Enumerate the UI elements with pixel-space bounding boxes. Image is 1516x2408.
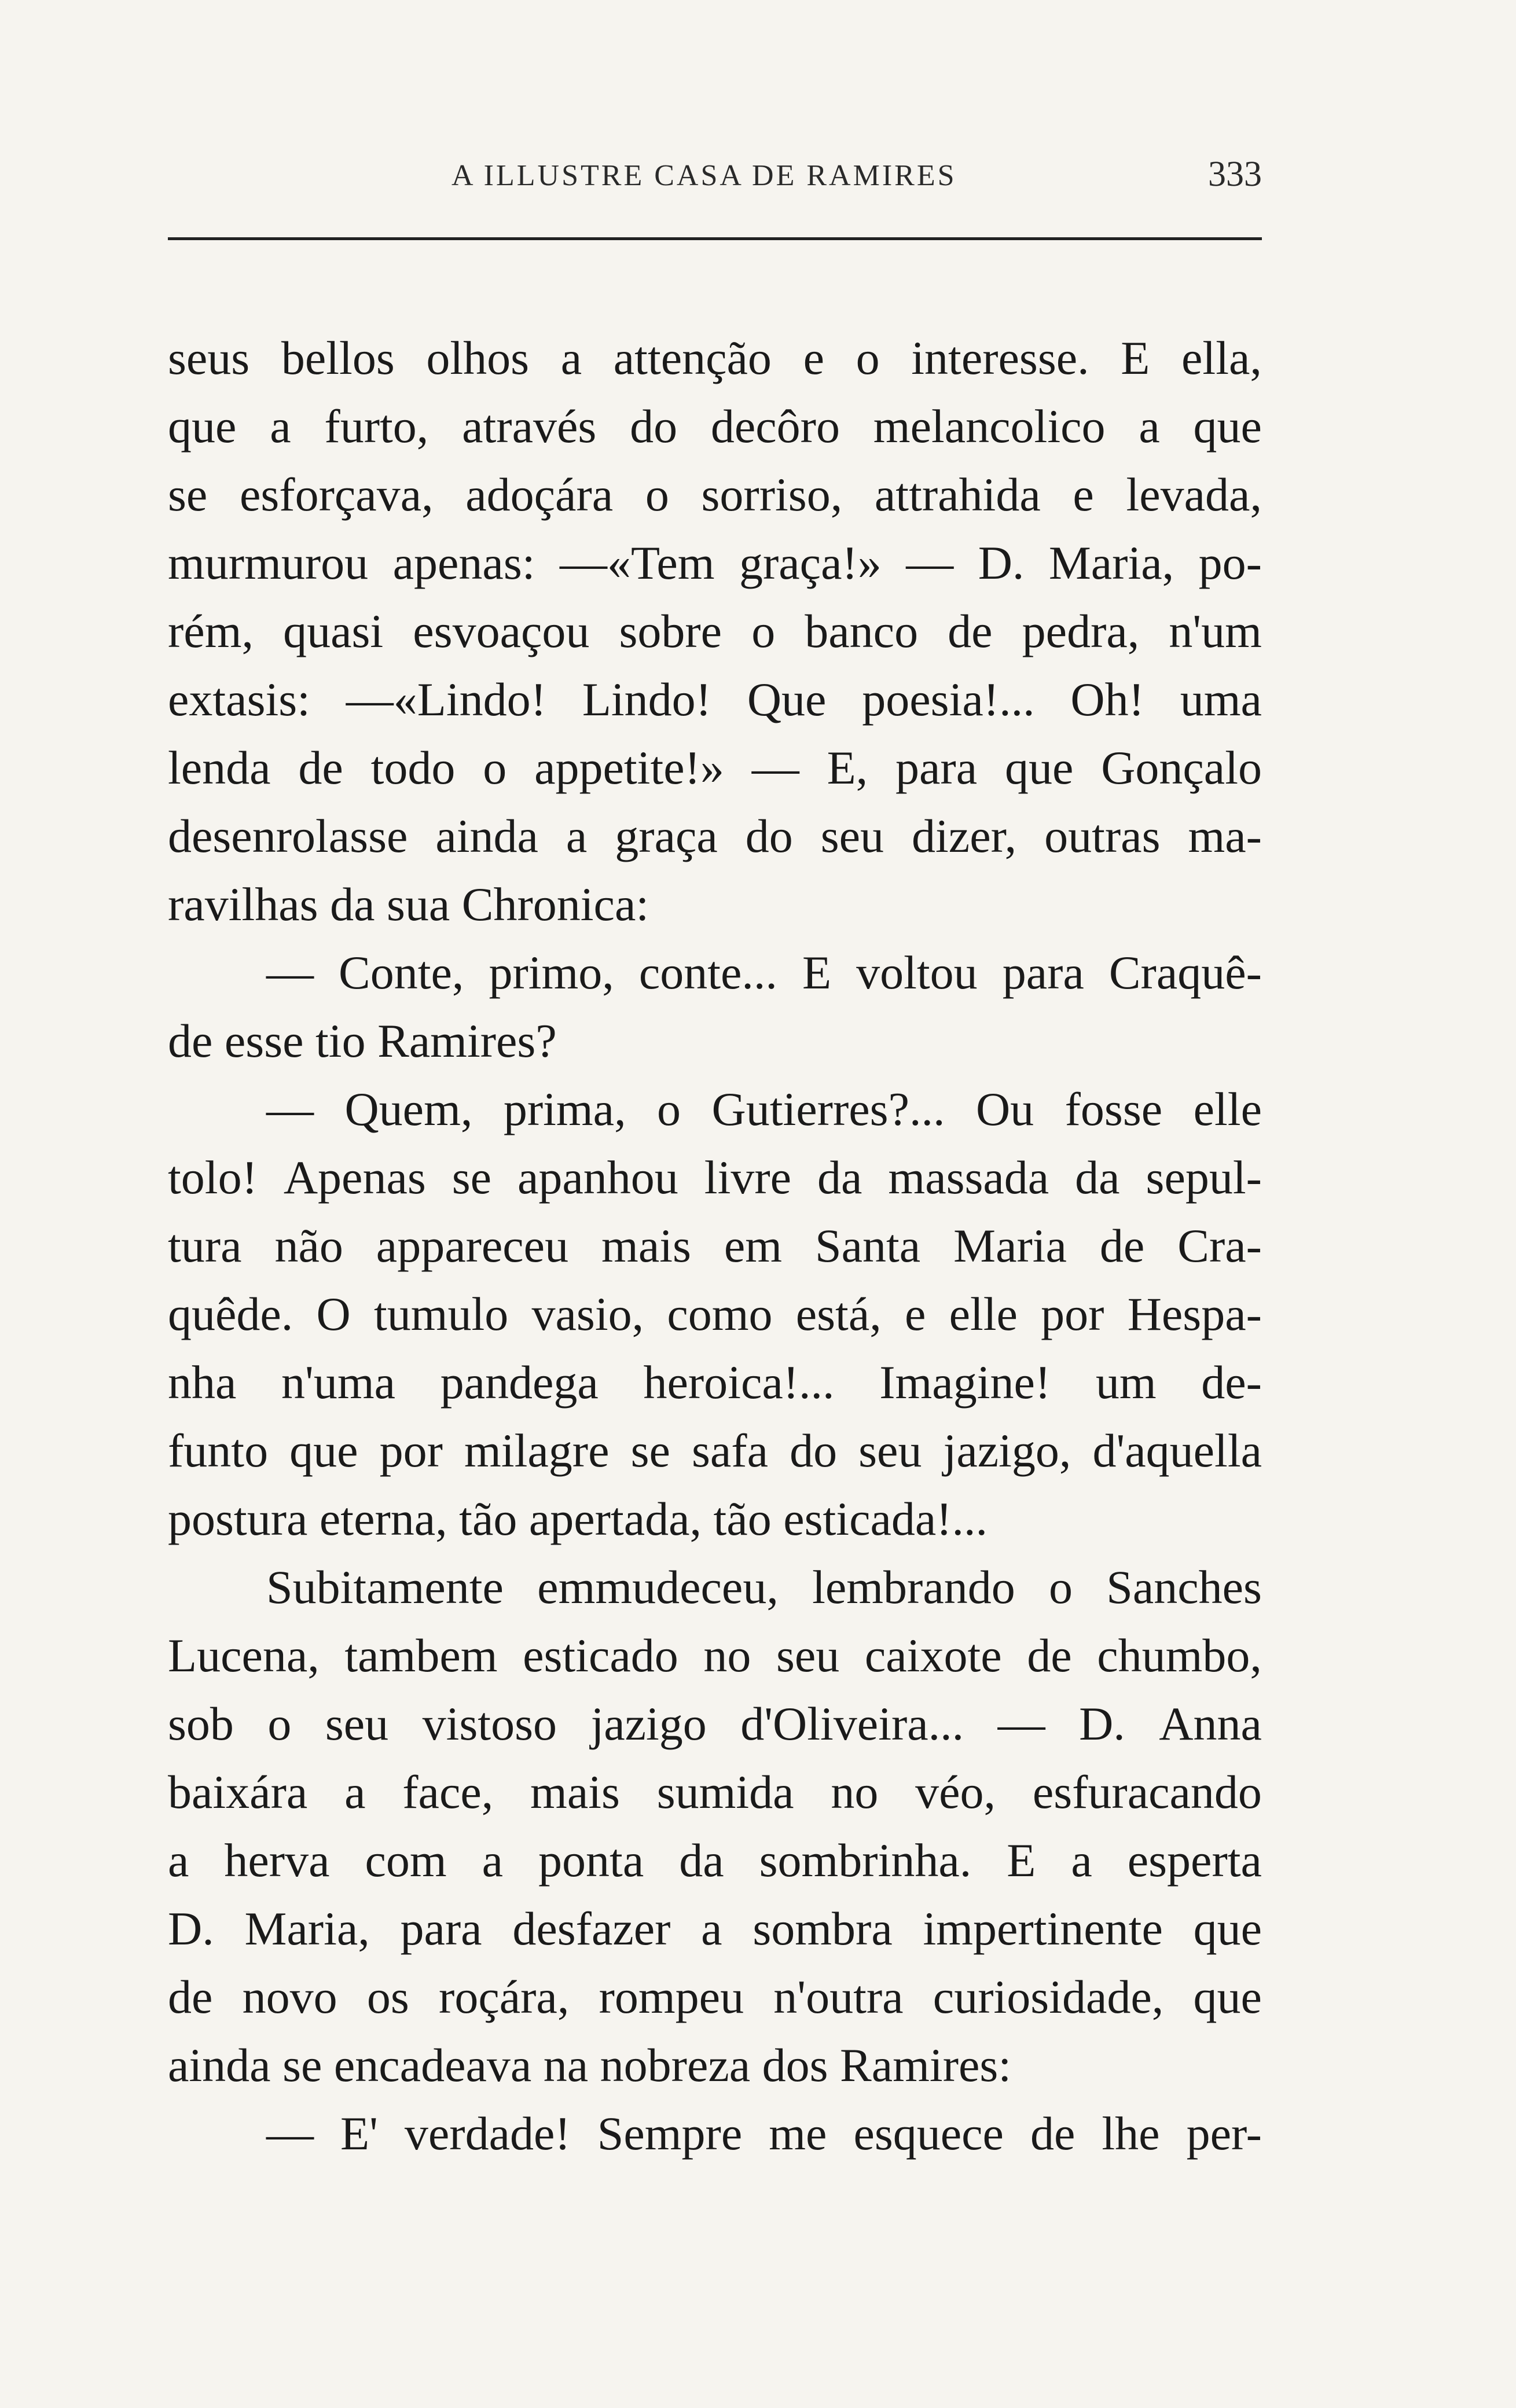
word: herva bbox=[224, 1834, 330, 1887]
word: elle bbox=[1193, 1083, 1262, 1135]
word: vasio, bbox=[531, 1288, 644, 1340]
word: para bbox=[400, 1902, 482, 1955]
word: E bbox=[1121, 332, 1150, 384]
word: sobre bbox=[619, 605, 722, 657]
word: que bbox=[1193, 400, 1262, 453]
word: — bbox=[997, 1697, 1045, 1750]
word: — bbox=[906, 536, 954, 589]
word: se bbox=[630, 1424, 670, 1477]
word: lhe bbox=[1102, 2107, 1160, 2160]
word: sorriso, bbox=[701, 468, 843, 521]
text-line bbox=[168, 1075, 1262, 1144]
word: a bbox=[1139, 400, 1160, 453]
word: apenas: bbox=[392, 536, 535, 589]
word: E bbox=[1007, 1834, 1036, 1887]
word: — bbox=[266, 2107, 314, 2160]
word: Sempre bbox=[597, 2107, 743, 2160]
word: tura bbox=[168, 1219, 242, 1272]
word: esperta bbox=[1127, 1834, 1262, 1887]
text-line bbox=[168, 1963, 1262, 2031]
word: desfazer bbox=[512, 1902, 671, 1955]
word: ainda bbox=[435, 810, 538, 862]
word: heroica!... bbox=[643, 1356, 835, 1409]
word: novo bbox=[242, 1970, 337, 2023]
word: rém, bbox=[168, 605, 254, 657]
word: jazigo bbox=[590, 1697, 707, 1750]
word: decôro bbox=[710, 400, 840, 453]
page-header bbox=[168, 152, 1262, 204]
word: adoçára bbox=[465, 468, 614, 521]
word: —«Tem bbox=[559, 536, 715, 589]
word: para bbox=[895, 741, 978, 794]
word: que bbox=[1004, 741, 1074, 794]
word: em bbox=[724, 1219, 783, 1272]
word: apanhou bbox=[517, 1151, 678, 1204]
word: melancolico bbox=[873, 400, 1106, 453]
word: de bbox=[1099, 1219, 1145, 1272]
word: que bbox=[168, 400, 237, 453]
word: de bbox=[1027, 1629, 1072, 1682]
text-line bbox=[168, 597, 1262, 666]
word: n'outra bbox=[773, 1970, 904, 2023]
line-text: de esse tio Ramires? bbox=[168, 1014, 557, 1067]
word: para bbox=[1002, 946, 1084, 999]
word: — bbox=[266, 1083, 314, 1135]
word: n'uma bbox=[281, 1356, 395, 1409]
word: ponta bbox=[538, 1834, 644, 1887]
word: Maria bbox=[953, 1219, 1067, 1272]
word: tumulo bbox=[373, 1288, 509, 1340]
word: Gonçalo bbox=[1101, 741, 1262, 794]
word: d'Oliveira... bbox=[740, 1697, 964, 1750]
word: olhos bbox=[426, 332, 530, 384]
word: pandega bbox=[440, 1356, 599, 1409]
word: pedra, bbox=[1022, 605, 1140, 657]
word: levada, bbox=[1126, 468, 1262, 521]
word: seus bbox=[168, 332, 250, 384]
word: O bbox=[316, 1288, 351, 1340]
word: Ou bbox=[975, 1083, 1034, 1135]
text-line bbox=[168, 1826, 1262, 1895]
word: Imagine! bbox=[879, 1356, 1051, 1409]
word: de- bbox=[1201, 1356, 1262, 1409]
word: a bbox=[270, 400, 291, 453]
word: Maria, bbox=[1048, 536, 1174, 589]
word: a bbox=[566, 810, 588, 862]
word: me bbox=[769, 2107, 827, 2160]
word: a bbox=[560, 332, 582, 384]
word: que bbox=[1193, 1902, 1262, 1955]
word: appetite!» bbox=[534, 741, 724, 794]
word: n'um bbox=[1169, 605, 1262, 657]
text-line bbox=[168, 1417, 1262, 1485]
word: Santa bbox=[815, 1219, 921, 1272]
word: caixote bbox=[864, 1629, 1002, 1682]
word: mais bbox=[530, 1766, 620, 1818]
text-line bbox=[168, 734, 1262, 802]
text-line bbox=[168, 461, 1262, 529]
word: outras bbox=[1044, 810, 1161, 862]
word: o bbox=[657, 1083, 681, 1135]
word: jazigo, bbox=[943, 1424, 1071, 1477]
line-text: ravilhas da sua Chronica: bbox=[168, 878, 649, 931]
line-text: ainda se encadeava na nobreza dos Ramires: bbox=[168, 2039, 1012, 2091]
word: E, bbox=[827, 741, 868, 794]
word: rompeu bbox=[599, 1970, 744, 2023]
word: os bbox=[366, 1970, 409, 2023]
word: mais bbox=[601, 1219, 691, 1272]
word: que bbox=[289, 1424, 358, 1477]
text-line bbox=[168, 1690, 1262, 1758]
word: esvoaçou bbox=[413, 605, 590, 657]
word: Anna bbox=[1159, 1697, 1262, 1750]
word: uma bbox=[1180, 673, 1262, 726]
word: funto bbox=[168, 1424, 269, 1477]
text-line bbox=[168, 1553, 1262, 1622]
word: Quem, bbox=[344, 1083, 473, 1135]
text-line bbox=[168, 1758, 1262, 1826]
text-line bbox=[168, 1895, 1262, 1963]
text-line bbox=[168, 529, 1262, 597]
word: voltou bbox=[856, 946, 978, 999]
line-text: postura eterna, tão apertada, tão esticada!... bbox=[168, 1492, 988, 1545]
word: seu bbox=[776, 1629, 840, 1682]
word: safa bbox=[691, 1424, 768, 1477]
word: Craquê- bbox=[1108, 946, 1262, 999]
word: a bbox=[344, 1766, 366, 1818]
word: o bbox=[483, 741, 507, 794]
text-line bbox=[168, 1622, 1262, 1690]
word: elle bbox=[949, 1288, 1018, 1340]
text-line bbox=[168, 1144, 1262, 1212]
word: se bbox=[168, 468, 208, 521]
word: conte... bbox=[638, 946, 777, 999]
word: no bbox=[831, 1766, 879, 1818]
word: seu bbox=[820, 810, 884, 862]
word: milagre bbox=[464, 1424, 610, 1477]
word: quasi bbox=[283, 605, 384, 657]
word: curiosidade, bbox=[933, 1970, 1164, 2023]
word: D. bbox=[978, 536, 1025, 589]
text-line bbox=[168, 802, 1262, 870]
word: está, bbox=[795, 1288, 882, 1340]
word: seu bbox=[325, 1697, 389, 1750]
word: E bbox=[802, 946, 832, 999]
word: Conte, bbox=[339, 946, 464, 999]
word: primo, bbox=[489, 946, 614, 999]
word: de bbox=[948, 605, 993, 657]
text-line bbox=[168, 1280, 1262, 1348]
word: baixára bbox=[168, 1766, 308, 1818]
word: como bbox=[667, 1288, 773, 1340]
word: esticado bbox=[523, 1629, 678, 1682]
word: Lindo! bbox=[582, 673, 711, 726]
word: Lucena, bbox=[168, 1629, 320, 1682]
word: Gutierres?... bbox=[711, 1083, 945, 1135]
word: Cra- bbox=[1177, 1219, 1262, 1272]
text-line bbox=[168, 1485, 1262, 1553]
text-line bbox=[168, 2031, 1262, 2100]
word: de bbox=[168, 1970, 213, 2023]
word: verdade! bbox=[404, 2107, 571, 2160]
word: todo bbox=[370, 741, 456, 794]
word: véo, bbox=[915, 1766, 996, 1818]
text-line bbox=[168, 2100, 1262, 2168]
word: — bbox=[751, 741, 799, 794]
word: o bbox=[751, 605, 776, 657]
text-line bbox=[168, 1348, 1262, 1417]
word: não bbox=[274, 1219, 343, 1272]
word: massada bbox=[888, 1151, 1049, 1204]
word: esfuracando bbox=[1032, 1766, 1262, 1818]
word: da bbox=[817, 1151, 862, 1204]
word: Apenas bbox=[283, 1151, 426, 1204]
word: impertinente bbox=[923, 1902, 1163, 1955]
word: esquece bbox=[853, 2107, 1004, 2160]
word: sob bbox=[168, 1697, 234, 1750]
word: quêde. bbox=[168, 1288, 293, 1340]
word: desenrolasse bbox=[168, 810, 408, 862]
running-title: A ILLUSTRE CASA DE RAMIRES bbox=[452, 159, 957, 192]
word: face, bbox=[402, 1766, 494, 1818]
word: emmudeceu, bbox=[537, 1561, 779, 1613]
word: graça bbox=[615, 810, 718, 862]
word: po- bbox=[1198, 536, 1262, 589]
word: livre bbox=[704, 1151, 792, 1204]
text-line bbox=[168, 666, 1262, 734]
text-line bbox=[168, 1212, 1262, 1280]
word: o bbox=[267, 1697, 292, 1750]
word: D. bbox=[1079, 1697, 1125, 1750]
word: o bbox=[1049, 1561, 1073, 1613]
word: e bbox=[1073, 468, 1094, 521]
word: que bbox=[1193, 1970, 1262, 2023]
text-line bbox=[168, 939, 1262, 1007]
text-line bbox=[168, 1007, 1262, 1075]
word: da bbox=[1075, 1151, 1120, 1204]
word: no bbox=[703, 1629, 751, 1682]
word: ma- bbox=[1188, 810, 1262, 862]
header-rule bbox=[168, 237, 1262, 240]
word: do bbox=[630, 400, 678, 453]
word: a bbox=[168, 1834, 189, 1887]
word: per- bbox=[1186, 2107, 1262, 2160]
word: de bbox=[298, 741, 343, 794]
word: prima, bbox=[503, 1083, 626, 1135]
word: com bbox=[365, 1834, 447, 1887]
word: a bbox=[1071, 1834, 1092, 1887]
word: poesia!... bbox=[862, 673, 1035, 726]
word: lenda bbox=[168, 741, 271, 794]
word: nha bbox=[168, 1356, 237, 1409]
body-text bbox=[168, 324, 1262, 2168]
word: —«Lindo! bbox=[346, 673, 546, 726]
word: sombra bbox=[753, 1902, 893, 1955]
word: appareceu bbox=[376, 1219, 569, 1272]
word: lembrando bbox=[812, 1561, 1015, 1613]
word: chumbo, bbox=[1097, 1629, 1262, 1682]
word: do bbox=[790, 1424, 838, 1477]
word: interesse. bbox=[911, 332, 1089, 384]
word: attrahida bbox=[874, 468, 1041, 521]
word: sombrinha. bbox=[759, 1834, 972, 1887]
word: vistoso bbox=[422, 1697, 557, 1750]
word: esforçava, bbox=[239, 468, 434, 521]
word: a bbox=[701, 1902, 722, 1955]
page-number: 333 bbox=[1208, 155, 1262, 194]
word: seu bbox=[858, 1424, 922, 1477]
word: um bbox=[1095, 1356, 1157, 1409]
word: Maria, bbox=[244, 1902, 370, 1955]
word: bellos bbox=[281, 332, 395, 384]
word: o bbox=[856, 332, 880, 384]
word: ella, bbox=[1181, 332, 1262, 384]
word: attenção bbox=[613, 332, 772, 384]
word: extasis: bbox=[168, 673, 310, 726]
word: e bbox=[904, 1288, 926, 1340]
word: se bbox=[452, 1151, 492, 1204]
word: furto, bbox=[324, 400, 429, 453]
word: do bbox=[745, 810, 793, 862]
word: da bbox=[679, 1834, 724, 1887]
word: roçára, bbox=[439, 1970, 570, 2023]
word: sumida bbox=[656, 1766, 794, 1818]
word: sepul- bbox=[1146, 1151, 1262, 1204]
word: banco bbox=[805, 605, 919, 657]
word: tolo! bbox=[168, 1151, 258, 1204]
word: e bbox=[803, 332, 824, 384]
word: — bbox=[266, 946, 314, 999]
word: Oh! bbox=[1070, 673, 1144, 726]
word: Sanches bbox=[1106, 1561, 1262, 1613]
text-line bbox=[168, 392, 1262, 461]
text-line bbox=[168, 324, 1262, 392]
word: por bbox=[379, 1424, 443, 1477]
text-line bbox=[168, 870, 1262, 939]
word: dizer, bbox=[912, 810, 1017, 862]
word: a bbox=[482, 1834, 504, 1887]
word: d'aquella bbox=[1092, 1424, 1262, 1477]
word: através bbox=[462, 400, 597, 453]
word: Que bbox=[747, 673, 827, 726]
word: graça!» bbox=[739, 536, 882, 589]
word: de bbox=[1030, 2107, 1075, 2160]
word: E' bbox=[340, 2107, 378, 2160]
word: tambem bbox=[344, 1629, 498, 1682]
word: fosse bbox=[1064, 1083, 1163, 1135]
word: Subitamente bbox=[266, 1561, 504, 1613]
word: Hespa- bbox=[1127, 1288, 1262, 1340]
word: por bbox=[1041, 1288, 1104, 1340]
word: D. bbox=[168, 1902, 214, 1955]
word: murmurou bbox=[168, 536, 369, 589]
word: o bbox=[645, 468, 669, 521]
